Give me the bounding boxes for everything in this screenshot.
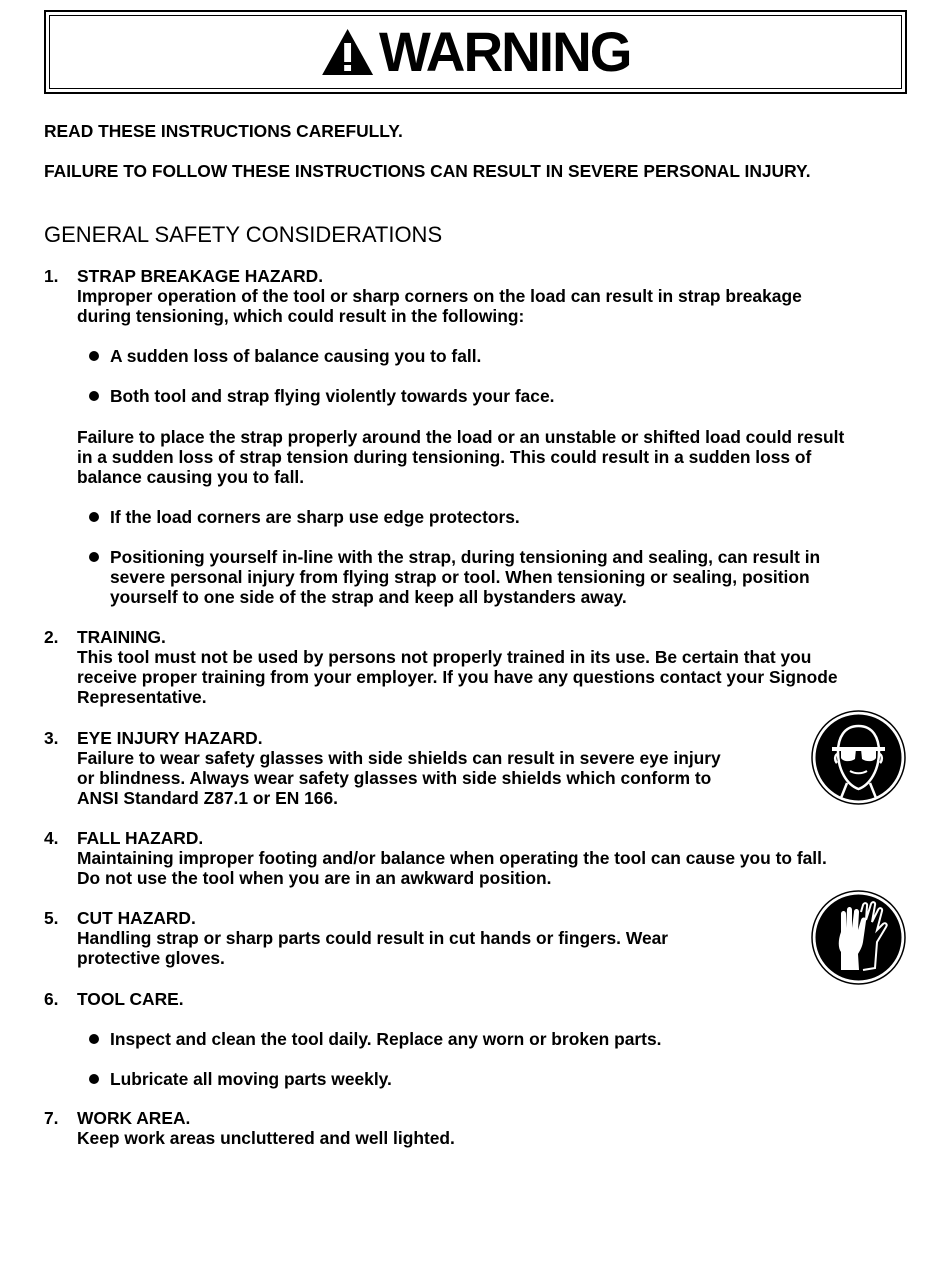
warning-title — [320, 20, 631, 83]
item-2-title: TRAINING. — [77, 627, 166, 647]
bullet-dot — [89, 512, 99, 522]
item-6-bullet-1: Inspect and clean the tool daily. Replace any worn or broken parts. — [110, 1029, 662, 1049]
item-1-body-2: Failure to place the strap properly around the load or an unstable or shifted load could result in a sudden loss of strap tension during tensioning. This could result in a sudden loss of balance causing you to fall. — [77, 427, 845, 488]
item-1-title: STRAP BREAKAGE HAZARD. — [77, 266, 324, 286]
item-4-number: 4. — [44, 828, 59, 848]
bullet-dot — [89, 1074, 99, 1084]
item-6-bullet-2: Lubricate all moving parts weekly. — [110, 1069, 392, 1089]
item-1-bullet-4: Positioning yourself in-line with the strap, during tensioning and sealing, can result in severe personal injury from flying strap or tool. When tensioning or sealing, position yourself to one side of the strap and keep all bystanders away. — [110, 547, 821, 608]
bullet-dot — [89, 391, 99, 401]
item-4-body: Maintaining improper footing and/or balance when operating the tool can cause you to fall. Do not use the tool when you are in an awkward position. — [77, 848, 827, 889]
intro-line-2: FAILURE TO FOLLOW THESE INSTRUCTIONS CAN RESULT IN SEVERE PERSONAL INJURY. — [44, 161, 811, 181]
intro-line-1: READ THESE INSTRUCTIONS CAREFULLY. — [44, 121, 403, 141]
item-3-title: EYE INJURY HAZARD. — [77, 728, 263, 748]
warning-triangle-icon — [320, 27, 375, 77]
warning-title-text: WARNING — [379, 20, 631, 83]
item-1-number: 1. — [44, 266, 59, 286]
item-4-title: FALL HAZARD. — [77, 828, 204, 848]
item-1-body: Improper operation of the tool or sharp corners on the load can result in strap breakage during tensioning, which could result in the following: — [77, 286, 802, 327]
item-1-bullet-2: Both tool and strap flying violently towards your face. — [110, 386, 555, 406]
item-1-bullet-3: If the load corners are sharp use edge protectors. — [110, 507, 520, 527]
protective-gloves-icon — [811, 890, 906, 985]
item-2-body: This tool must not be used by persons not properly trained in its use. Be certain that you receive proper training from your employer. If you have any questions contact your Signode Representative. — [77, 647, 838, 708]
item-1-bullet-1: A sudden loss of balance causing you to fall. — [110, 346, 482, 366]
bullet-dot — [89, 552, 99, 562]
item-2-number: 2. — [44, 627, 59, 647]
item-6-title: TOOL CARE. — [77, 989, 184, 1009]
warning-banner-inner — [49, 15, 902, 89]
item-6-number: 6. — [44, 989, 59, 1009]
item-3-body: Failure to wear safety glasses with side shields can result in severe eye injury or blindness. Always wear safety glasses with side shields which conform to ANSI Standard Z87.1 or EN 166. — [77, 748, 721, 809]
item-7-number: 7. — [44, 1108, 59, 1128]
item-5-title: CUT HAZARD. — [77, 908, 196, 928]
safety-glasses-icon — [811, 710, 906, 805]
item-3-number: 3. — [44, 728, 59, 748]
item-7-body: Keep work areas uncluttered and well lighted. — [77, 1128, 455, 1148]
item-7-title: WORK AREA. — [77, 1108, 191, 1128]
item-5-body: Handling strap or sharp parts could result in cut hands or fingers. Wear protective gloves. — [77, 928, 669, 969]
warning-banner — [44, 10, 907, 94]
bullet-dot — [89, 1034, 99, 1044]
item-5-number: 5. — [44, 908, 59, 928]
bullet-dot — [89, 351, 99, 361]
section-heading: GENERAL SAFETY CONSIDERATIONS — [44, 222, 443, 247]
